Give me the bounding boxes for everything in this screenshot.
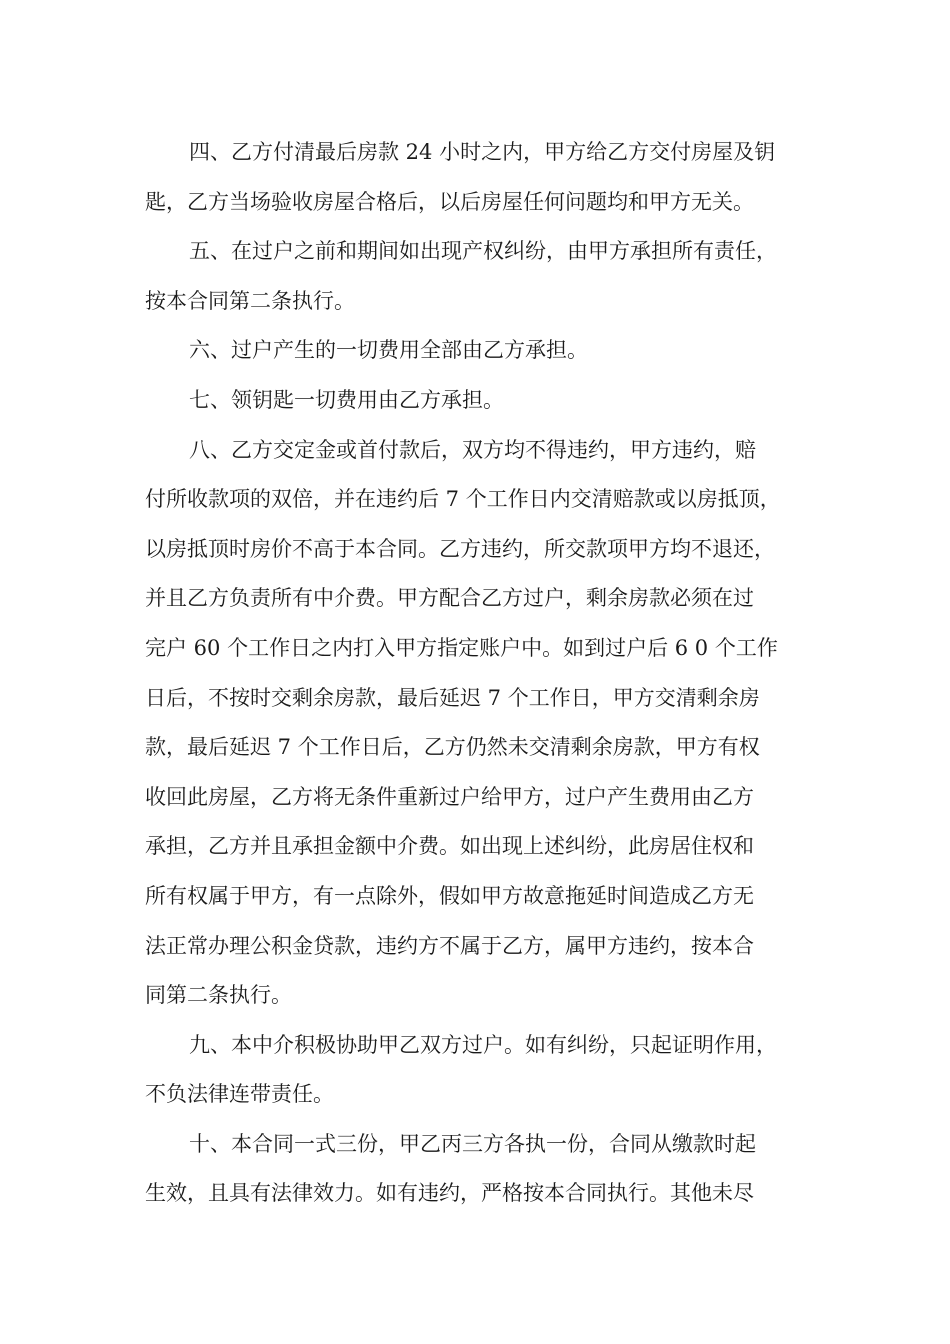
paragraph-line: 承担，乙方并且承担金额中介费。如出现上述纠纷，此房居住权和 xyxy=(145,834,754,859)
paragraph-line: 完户 60 个工作日之内打入甲方指定账户中。如到过户后 6 0 个工作 xyxy=(145,635,778,660)
paragraph-clause-5 xyxy=(145,227,810,326)
paragraph-clause-6 xyxy=(145,326,810,376)
paragraph-line: 法正常办理公积金贷款，违约方不属于乙方，属甲方违约，按本合 xyxy=(145,933,754,958)
paragraph-clause-10 xyxy=(145,1120,810,1219)
paragraph-line: 款，最后延迟 7 个工作日后，乙方仍然未交清剩余房款，甲方有权 xyxy=(145,735,760,760)
paragraph-line: 同第二条执行。 xyxy=(145,983,292,1008)
paragraph-line: 按本合同第二条执行。 xyxy=(145,288,355,313)
paragraph-line: 十、本合同一式三份，甲乙丙三方各执一份，合同从缴款时起 xyxy=(189,1131,756,1156)
paragraph-clause-9 xyxy=(145,1021,810,1120)
paragraph-line: 所有权属于甲方，有一点除外，假如甲方故意拖延时间造成乙方无 xyxy=(145,883,754,908)
paragraph-clause-8 xyxy=(145,426,810,1021)
paragraph-line: 并且乙方负责所有中介费。甲方配合乙方过户，剩余房款必须在过 xyxy=(145,586,754,611)
paragraph-line: 以房抵顶时房价不高于本合同。乙方违约，所交款项甲方均不退还， xyxy=(145,536,775,561)
paragraph-line: 生效，且具有法律效力。如有违约，严格按本合同执行。其他未尽 xyxy=(145,1181,754,1206)
paragraph-line: 九、本中介积极协助甲乙双方过户。如有纠纷，只起证明作用， xyxy=(189,1032,777,1057)
paragraph-line: 匙，乙方当场验收房屋合格后，以后房屋任何问题均和甲方无关。 xyxy=(145,189,754,214)
paragraph-line: 五、在过户之前和期间如出现产权纠纷，由甲方承担所有责任， xyxy=(189,239,777,264)
paragraph-line: 八、乙方交定金或首付款后，双方均不得违约，甲方违约，赔 xyxy=(189,437,756,462)
paragraph-line: 七、领钥匙一切费用由乙方承担。 xyxy=(189,387,504,412)
paragraph-line: 收回此房屋，乙方将无条件重新过户给甲方，过户产生费用由乙方 xyxy=(145,784,754,809)
paragraph-clause-4 xyxy=(145,128,810,227)
paragraph-line: 付所收款项的双倍，并在违约后 7 个工作日内交清赔款或以房抵顶， xyxy=(145,487,781,512)
paragraph-line: 不负法律连带责任。 xyxy=(145,1082,334,1107)
paragraph-line: 六、过户产生的一切费用全部由乙方承担。 xyxy=(189,338,588,363)
paragraph-clause-7 xyxy=(145,376,810,426)
paragraph-line: 四、乙方付清最后房款 24 小时之内，甲方给乙方交付房屋及钥 xyxy=(189,140,776,164)
paragraph-line: 日后，不按时交剩余房款，最后延迟 7 个工作日，甲方交清剩余房 xyxy=(145,685,760,710)
document-body xyxy=(145,128,810,1219)
